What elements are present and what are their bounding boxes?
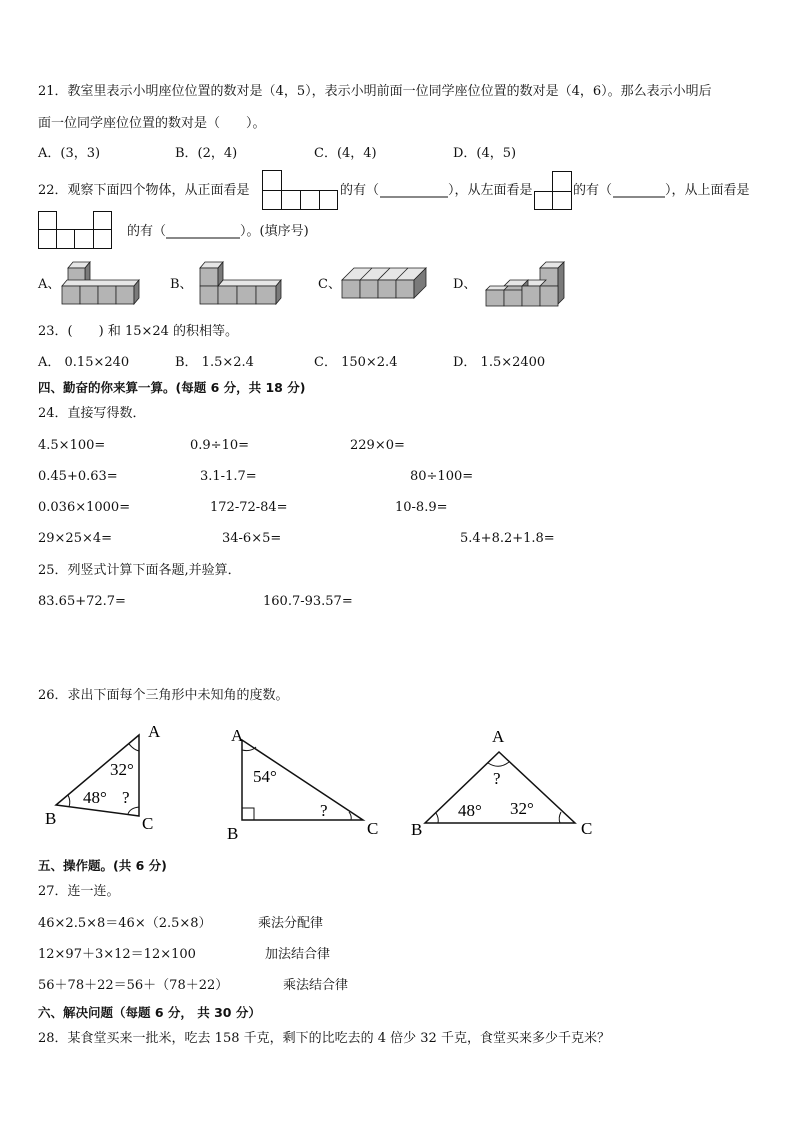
q24-item: 29×25×4= [38,531,113,546]
cube-object-a [58,256,148,312]
q22-answer-blank-3[interactable] [166,237,240,239]
q23-option-c: C． 150×2.4 [314,355,398,370]
q21-line2: 面一位同学座位位置的数对是（ ）。 [38,116,266,131]
tri3-angle-a[interactable]: ? [493,769,501,788]
q22-option-d-label: D、 [453,277,477,292]
tri1-vertex-a: A [148,722,161,741]
q21-option-d: D．(4，5) [453,146,517,161]
tri1-vertex-b: B [45,809,57,828]
tri2-angle-a: 54° [253,767,277,786]
q24-title: 24．直接写得数． [38,406,146,421]
tri2-angle-c[interactable]: ? [320,801,328,820]
tri2-vertex-b: B [227,824,239,843]
cube-object-c [338,264,438,308]
q23-option-b: B． 1.5×2.4 [175,355,254,370]
left-view-figure [534,171,572,210]
q25-title: 25．列竖式计算下面各题,并验算． [38,563,241,578]
q21-option-a: A．(3，3) [38,146,101,161]
q27-left-item[interactable]: 46×2.5×8＝46×（2.5×8） [38,916,212,931]
front-view-figure [262,170,338,210]
tri2-vertex-c: C [367,819,379,838]
q27-right-item[interactable]: 加法结合律 [265,947,331,962]
q24-item: 229×0= [350,438,405,453]
tri1-angle-c[interactable]: ? [122,788,130,807]
q24-item: 5.4+8.2+1.8= [460,531,555,546]
tri3-vertex-a: A [492,727,505,746]
top-view-figure [38,211,112,249]
q22-text-3: ），从左面看是 [448,183,533,198]
tri3-vertex-c: C [581,819,593,838]
q27-left-item[interactable]: 12×97＋3×12＝12×100 [38,947,196,962]
q22-option-a-label: A、 [38,277,61,292]
q28-question: 28．某食堂买来一批米，吃去 158 千克，剩下的比吃去的 4 倍少 32 千克，食堂买来多少千克米？ [38,1031,610,1046]
section-5-heading: 五、操作题。(共 6 分) [38,858,167,873]
q21-option-b: B．(2，4) [175,146,238,161]
q27-title: 27．连一连。 [38,884,120,899]
triangle-1 [40,722,180,837]
q24-item: 0.45+0.63= [38,469,118,484]
tri1-angle-b: 48° [83,788,107,807]
triangle-3 [408,722,608,844]
q25-item: 83.65+72.7= [38,594,126,609]
q22-text-1: 22．观察下面四个物体，从正面看是 [38,183,250,198]
q24-item: 172-72-84= [210,500,288,515]
q22-option-b-label: B、 [170,277,193,292]
q21-option-c: C．(4，4) [314,146,377,161]
q23-option-a: A． 0.15×240 [38,355,130,370]
tri3-vertex-b: B [411,820,423,839]
q24-item: 34-6×5= [222,531,282,546]
q24-item: 80÷100= [410,469,474,484]
q27-right-item[interactable]: 乘法结合律 [283,978,349,993]
q27-right-item[interactable]: 乘法分配律 [258,916,324,931]
section-6-heading: 六、解决问题（每题 6 分， 共 30 分） [38,1005,261,1020]
q22-text-4: 的有（ [573,183,613,198]
tri1-vertex-c: C [142,814,154,833]
q22-text-7: ）。(填序号) [240,224,309,239]
q22-answer-blank-1[interactable] [380,196,448,198]
q23-option-d: D． 1.5×2400 [453,355,546,370]
q22-text-2: 的有（ [340,183,380,198]
tri1-angle-a: 32° [110,760,134,779]
section-4-heading: 四、勤奋的你来算一算。(每题 6 分，共 18 分) [38,380,306,395]
q24-item: 10-8.9= [395,500,448,515]
cube-object-b [196,258,306,312]
tri3-angle-b: 48° [458,801,482,820]
q22-option-c-label: C、 [318,277,341,292]
q26-title: 26．求出下面每个三角形中未知角的度数。 [38,688,289,703]
q22-text-5: ），从上面看是 [665,183,750,198]
tri2-vertex-a: A [231,726,244,745]
tri3-angle-c: 32° [510,799,534,818]
q21-line1: 21．教室里表示小明座位位置的数对是（4，5），表示小明前面一位同学座位位置的数对是（4，6）。那么表示小明后 [38,84,712,99]
q24-item: 4.5×100= [38,438,106,453]
q23-question: 23．( ) 和 15×24 的积相等。 [38,324,239,339]
q24-item: 0.036×1000= [38,500,131,515]
q25-item: 160.7-93.57= [263,594,353,609]
q24-item: 3.1-1.7= [200,469,257,484]
q27-left-item[interactable]: 56＋78＋22＝56＋（78＋22） [38,978,229,993]
q22-text-6: 的有（ [127,224,167,239]
triangle-2 [225,722,390,844]
q22-answer-blank-2[interactable] [613,196,665,198]
q24-item: 0.9÷10= [190,438,250,453]
cube-object-d [482,258,582,310]
